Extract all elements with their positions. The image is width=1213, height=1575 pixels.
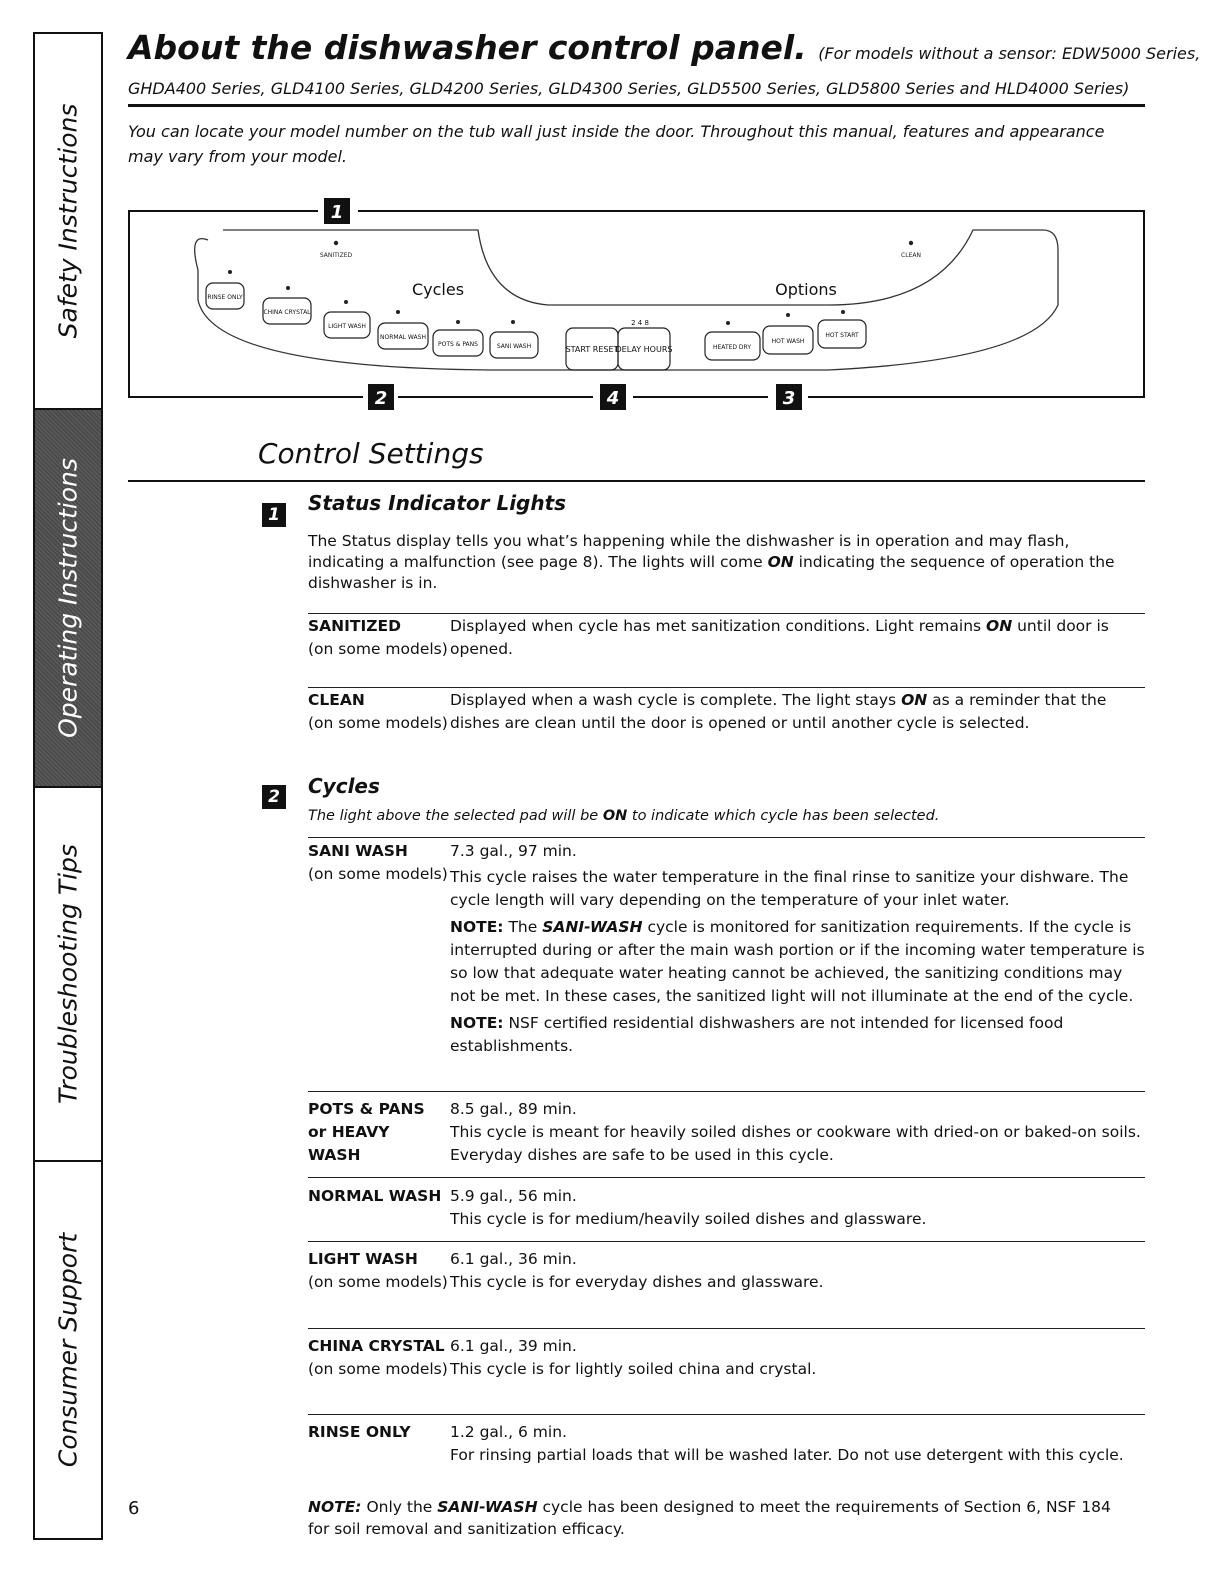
term-sanitized: [308, 615, 453, 661]
divider: [128, 104, 1145, 107]
cycle-desc: This cycle is for everyday dishes and glassware.: [450, 1273, 824, 1291]
pots-pans-button: POTS & PANS: [438, 341, 478, 348]
divider: [308, 837, 1145, 838]
term-label: CHINA CRYSTAL: [308, 1337, 445, 1355]
title-note: (For models without a sensor: EDW5000 Series,: [818, 44, 1201, 63]
cycles-subtitle-on: ON: [602, 808, 628, 824]
start-reset-button: START RESET: [565, 345, 619, 354]
term-sub: (on some models): [308, 714, 448, 732]
term-label: SANI WASH: [308, 842, 408, 860]
note-text: The: [503, 918, 543, 936]
divider: [308, 687, 1145, 688]
callout-3: 3: [782, 388, 796, 409]
note-label: NOTE:: [308, 1498, 362, 1516]
control-panel-diagram: [128, 202, 1145, 409]
term-sub: (on some models): [308, 640, 448, 658]
status-lights-heading: Status Indicator Lights: [308, 491, 567, 515]
term-label: LIGHT WASH: [308, 1250, 418, 1268]
title-text: About the dishwasher control panel.: [128, 28, 807, 67]
tab-consumer-support[interactable]: [35, 1162, 101, 1538]
cycle-spec: 6.1 gal., 36 min.: [450, 1250, 577, 1268]
term-label: POTS & PANS: [308, 1100, 425, 1118]
desc-on: ON: [986, 617, 1013, 635]
term-label: RINSE ONLY: [308, 1423, 411, 1441]
desc-clean: [450, 689, 1145, 735]
sani-wash-button: SANI WASH: [496, 343, 532, 350]
desc-text: as a reminder that the dishes are clean until the door is opened or until another cycle is selected.: [450, 691, 1107, 732]
term-label: WASH: [308, 1146, 361, 1164]
divider: [308, 1177, 1145, 1178]
cycle-spec: 5.9 gal., 56 min.: [450, 1187, 577, 1205]
hot-wash-button: HOT WASH: [771, 338, 805, 345]
cycle-spec: 8.5 gal., 89 min.: [450, 1100, 577, 1118]
cycle-desc: This cycle is meant for heavily soiled dishes or cookware with dried-on or baked-on soils. Everyday dishes are safe to be used in this cycle.: [450, 1123, 1141, 1164]
china-crystal-button: CHINA CRYSTAL: [263, 309, 311, 316]
tab-label: Operating Instructions: [53, 458, 83, 738]
term-clean: [308, 689, 453, 735]
section-badge-1: 1: [262, 503, 286, 527]
desc-on: ON: [901, 691, 928, 709]
divider: [308, 1414, 1145, 1415]
desc-light-wash: [450, 1248, 1145, 1294]
cycles-subtitle-b: to indicate which cycle has been selected.: [627, 808, 940, 824]
divider: [308, 1328, 1145, 1329]
normal-wash-button: NORMAL WASH: [380, 334, 426, 341]
tab-label: Safety Instructions: [53, 103, 83, 339]
divider: [308, 613, 1145, 614]
callout-4: 4: [606, 388, 620, 409]
divider: [308, 1091, 1145, 1092]
cycle-spec: 7.3 gal., 97 min.: [450, 842, 577, 860]
intro-text: You can locate your model number on the tub wall just inside the door. Throughout this manual, features and appearance may vary from your model.: [128, 122, 1105, 166]
term-sani-wash: [308, 840, 453, 886]
cycles-label: Cycles: [411, 280, 465, 299]
note-text: cycle has been designed to meet the requirements of Section 6, NSF 184 for soil removal and sanitization efficacy.: [308, 1498, 1111, 1538]
cycles-heading: Cycles: [308, 774, 380, 798]
options-label: Options: [775, 280, 837, 299]
term-sub: (on some models): [308, 1273, 448, 1291]
status-text-b: indicating the sequence of operation the dishwasher is in.: [308, 553, 1115, 592]
cycle-desc: This cycle is for medium/heavily soiled dishes and glassware.: [450, 1210, 927, 1228]
delay-hour-marks: 2 4 8: [631, 319, 649, 327]
desc-pots-pans: [450, 1098, 1145, 1167]
light-wash-button: LIGHT WASH: [328, 323, 366, 330]
note-em: SANI-WASH: [437, 1498, 538, 1516]
note-label: NOTE:: [450, 1014, 504, 1032]
term-light-wash: [308, 1248, 453, 1294]
control-settings-heading: Control Settings: [258, 437, 484, 470]
cycle-desc: This cycle is for lightly soiled china and crystal.: [450, 1360, 817, 1378]
status-description: [308, 531, 1138, 594]
footnote: [308, 1496, 1128, 1540]
desc-text: until door is opened.: [450, 617, 1109, 658]
tab-safety-instructions[interactable]: [35, 34, 101, 410]
note-text: Only the: [361, 1498, 438, 1516]
divider: [128, 480, 1145, 482]
heated-dry-button: HEATED DRY: [713, 344, 751, 351]
desc-rinse-only: [450, 1421, 1145, 1467]
term-sub: (on some models): [308, 865, 448, 883]
cycle-spec: 6.1 gal., 39 min.: [450, 1337, 577, 1355]
desc-sanitized: [450, 615, 1145, 661]
cycle-desc: This cycle raises the water temperature in the final rinse to sanitize your dishware. The cycle length will vary depending on the temperature of your inlet water.: [450, 868, 1129, 909]
page-title: [128, 28, 1200, 67]
sanitized-label: SANITIZED: [319, 252, 353, 259]
tab-operating-instructions[interactable]: [35, 410, 101, 788]
sani-note-1: [450, 916, 1145, 1008]
section-badge-2: 2: [262, 785, 286, 809]
note-text: NSF certified residential dishwashers are not intended for licensed food establishments.: [450, 1014, 1064, 1055]
term-label: CLEAN: [308, 691, 365, 709]
note-label: NOTE:: [450, 918, 504, 936]
status-text-a: The Status display tells you what’s happening while the dishwasher is in operation and may flash, indicating a malfunction (see page 8). The lights will come: [308, 532, 1070, 571]
tab-label: Troubleshooting Tips: [53, 844, 83, 1104]
clean-label: CLEAN: [901, 252, 921, 259]
desc-text: Displayed when a wash cycle is complete. The light stays: [450, 691, 902, 709]
desc-sani-wash: [450, 840, 1145, 1058]
sani-note-2: [450, 1012, 1145, 1058]
term-rinse-only: [308, 1421, 453, 1444]
term-label: SANITIZED: [308, 617, 401, 635]
callout-2: 2: [374, 388, 388, 409]
note-em: SANI-WASH: [542, 918, 643, 936]
page-number: 6: [128, 1498, 140, 1519]
term-label: or HEAVY: [308, 1123, 390, 1141]
term-sub: (on some models): [308, 1360, 448, 1378]
tab-troubleshooting-tips[interactable]: [35, 788, 101, 1162]
title-note-continued: GHDA400 Series, GLD4100 Series, GLD4200 Series, GLD4300 Series, GLD5500 Series, GLD5800 Series and HLD4000 Series): [128, 79, 1130, 98]
section-sidebar: [33, 32, 103, 1540]
desc-china-crystal: [450, 1335, 1145, 1381]
cycle-spec: 1.2 gal., 6 min.: [450, 1423, 567, 1441]
hot-start-button: HOT START: [825, 332, 859, 339]
divider: [308, 1241, 1145, 1242]
callout-1: 1: [330, 202, 344, 223]
desc-text: Displayed when cycle has met sanitization conditions. Light remains: [450, 617, 987, 635]
cycles-subtitle-a: The light above the selected pad will be: [308, 808, 603, 824]
term-normal-wash: [308, 1185, 453, 1208]
delay-hours-button: DELAY HOURS: [615, 345, 673, 354]
term-china-crystal: [308, 1335, 453, 1381]
tab-label: Consumer Support: [53, 1232, 83, 1468]
cycle-desc: For rinsing partial loads that will be washed later. Do not use detergent with this cycle.: [450, 1446, 1124, 1464]
desc-normal-wash: [450, 1185, 1145, 1231]
term-label: NORMAL WASH: [308, 1187, 442, 1205]
rinse-only-button: RINSE ONLY: [207, 294, 243, 301]
cycles-subtitle: [308, 806, 1138, 827]
status-text-on: ON: [767, 553, 794, 571]
term-pots-pans: [308, 1098, 453, 1167]
note-text: cycle is monitored for sanitization requirements. If the cycle is interrupted during or after the main wash portion or if the incoming water temperature is so low that adequate water heating cannot be achieved, the sanitizing conditions may not be met. In these cases, the sanitized light will not illuminate at the end of the cycle.: [450, 918, 1145, 1005]
